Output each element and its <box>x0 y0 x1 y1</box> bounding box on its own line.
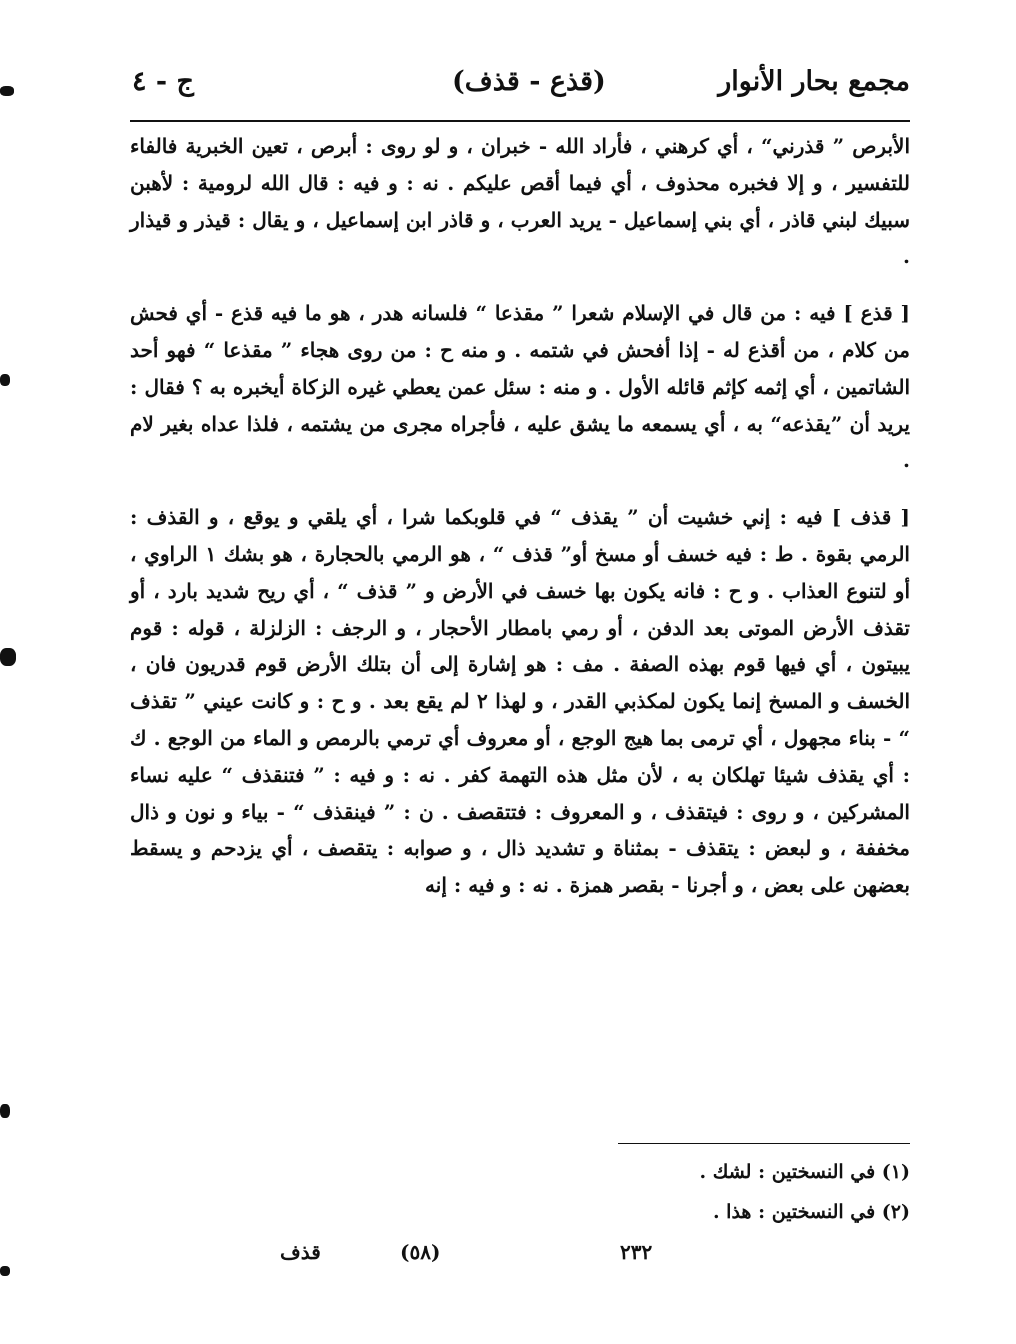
text-line: لأهبن سبيك لبني قاذر ، أي بني إسماعيل - يريد العرب ، و قاذر ابن إسماعيل ، <box>130 170 910 232</box>
text-line: روى هجاء ” مقذعا “ فهو أحد الشاتمين ، أي إثمه كإثم قائله الأول . و منه : سئل <box>130 337 911 399</box>
root-words: (قذع - قذف) <box>452 66 606 97</box>
text-line: بياء و نون و ذال مخففة ، و لبعض : يتقذف - بمثناة و تشديد ذال ، و صوابه : يتقصف ، <box>130 799 910 861</box>
text-line: قذع - أي فحش من كلام ، من أقذع له - إذا أفحش في شتمه . و منه ح : من <box>130 301 910 362</box>
page-footer <box>130 1240 910 1280</box>
paragraph <box>130 295 910 479</box>
text-line: أي يزدحم و يسقط بعضهن على بعض ، و أجرنا - بقصر همزة . نه : و فيه : إنه <box>130 836 910 898</box>
book-title: مجمع بحار الأنوار <box>718 66 910 97</box>
header-rule <box>130 120 910 122</box>
text-line: [ قذع ] فيه : من قال في الإسلام شعرا ” مقذعا “ فلسانه هدر ، هو ما فيه <box>270 301 910 326</box>
catchword: قذف <box>280 1240 321 1264</box>
text-line: أي ترمى بما هيج الوجع ، أو معروف أي ترمي بالرمص و الماء من الوجع . ك : <box>130 725 910 787</box>
body-text <box>130 128 910 904</box>
footnote: (٢) في النسختين : هذا . <box>712 1201 910 1223</box>
footnote: (١) في النسختين : لشك . <box>699 1161 910 1183</box>
paragraph <box>130 128 910 275</box>
scan-edge-mark <box>0 1266 10 1276</box>
scan-edge-mark <box>0 1104 10 1118</box>
text-line: أي يقذف شيئا تهلكان به ، لأن مثل هذه التهمة كفر . نه : و فيه : ” فتنقذف “ <box>221 762 894 787</box>
footnote-rule <box>618 1143 910 1144</box>
running-header <box>130 66 910 110</box>
footnotes <box>520 1152 910 1232</box>
scan-edge-mark <box>0 86 14 96</box>
paragraph <box>130 499 910 904</box>
text-line: فالفاء للتفسير ، و إلا فخبره محذوف ، أي فيما أقص عليكم . نه : و فيه : قال الله لرومية : <box>130 134 910 195</box>
text-line: عليه ، فأجراه مجرى من يشتمه ، فلذا عداه بغير لام . <box>130 411 910 473</box>
text-line: [ قذف ] فيه : إني خشيت أن ” يقذف “ في قلوبكما شرا ، أي يلقي و يوقع ، <box>227 505 910 530</box>
text-line: هو بشك ١ الراوي ، أو لتنوع العذاب . و ح : فانه يكون بها خسف في الأرض <box>130 541 911 603</box>
sheet-number: (٥٨) <box>400 1240 441 1264</box>
text-line: و القذف : الرمي بقوة . ط : فيه خسف أو مسخ أو” قذف “ ، هو الرمي بالحجارة ، <box>130 505 910 566</box>
scan-edge-mark <box>0 648 16 666</box>
text-line: و ” قذف “ ، أي ريح شديد بارد ، أو تقذف الأرض الموتى بعد الدفن ، أو رمي <box>130 578 911 640</box>
text-line: لمكذبي القدر ، و لهذا ٢ لم يقع بعد . و ح : و كانت عيني ” تقذف “ - بناء مجهول ، <box>130 689 911 750</box>
volume-label: ج - ٤ <box>132 66 194 97</box>
text-line: عليه نساء المشركين ، و روى : فيتقذف ، و المعروف : فتتقصف . ن : ” فينقذف “ - <box>130 762 910 824</box>
scan-edge-mark <box>0 374 10 386</box>
text-line: عمن يعطي غيره الزكاة أيخبره به ؟ فقال : يريد أن ”يقذعه“ به ، أي يسمعه ما يشق <box>130 374 910 436</box>
text-line: و يقال : قيذر و قيذار . <box>130 207 910 269</box>
text-line: مف : هو إشارة إلى أن بتلك الأرض قوم قدريون فان ، الخسف و المسخ إنما يكون <box>130 652 911 714</box>
text-line: بامطار الأحجار ، و الرجف : الزلزلة ، قوله : قوم يبيتون ، أي فيها قوم بهذه الصفة . <box>130 615 911 677</box>
page-number: ٢٣٢ <box>620 1240 653 1264</box>
text-line: الأبرص ” قذرني“ ، أي كرهني ، فأراد الله - خبران ، و لو روى : أبرص ، تعين الخبرية <box>185 134 911 158</box>
